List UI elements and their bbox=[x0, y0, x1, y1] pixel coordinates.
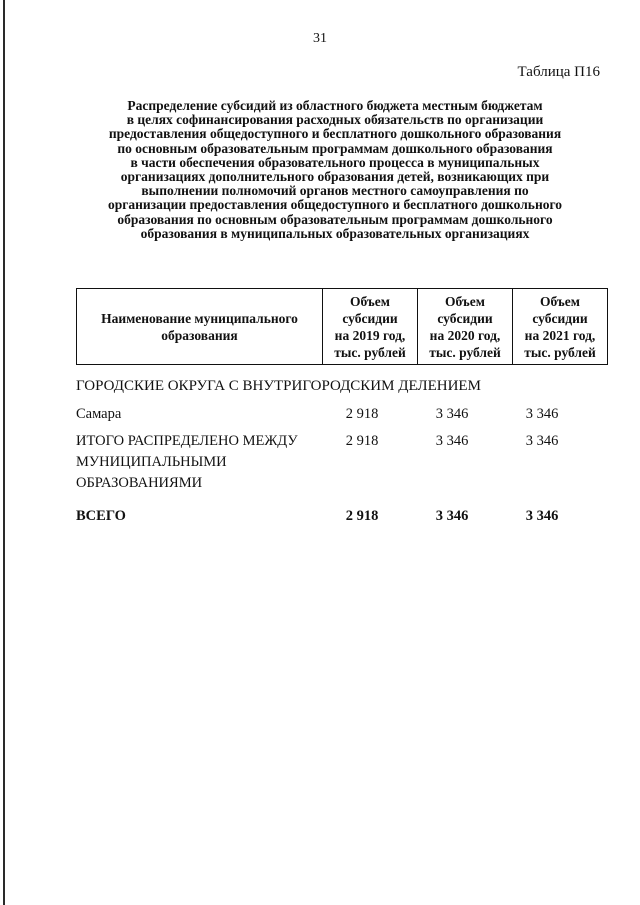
title-line: организациях дополнительного образования детей, возникающих при bbox=[120, 169, 550, 185]
value-2020: 3 346 bbox=[435, 406, 469, 422]
value-2021: 3 346 bbox=[525, 433, 559, 449]
title-line: организации предоставления общедоступного и бесплатного дошкольного bbox=[107, 197, 563, 213]
table-header bbox=[76, 288, 608, 365]
table-label: Таблица П16 bbox=[517, 64, 600, 80]
value-2019: 2 918 bbox=[345, 508, 379, 524]
header-municipality: Наименование муниципального образования bbox=[77, 289, 323, 365]
title-line: Распределение субсидий из областного бюджета местным бюджетам bbox=[127, 98, 543, 113]
title-line: предоставления общедоступного и бесплатного дошкольного образования bbox=[108, 126, 562, 142]
title-line: по основным образовательным программам дошкольного образования bbox=[117, 140, 553, 156]
title-line: в целях софинансирования расходных обязательств по организации bbox=[126, 112, 544, 128]
title-line: в части обеспечения образовательного процесса в муниципальных bbox=[130, 154, 540, 170]
section-heading: ГОРОДСКИЕ ОКРУГА С ВНУТРИГОРОДСКИМ ДЕЛЕНИЕМ bbox=[76, 378, 481, 394]
page-edge-line bbox=[3, 0, 5, 905]
header-2019: Объем субсидии на 2019 год, тыс. рублей bbox=[323, 289, 418, 365]
row-name: ИТОГО РАСПРЕДЕЛЕНО МЕЖДУ МУНИЦИПАЛЬНЫМИ ОБРАЗОВАНИЯМИ bbox=[76, 433, 298, 491]
page-number: 31 bbox=[313, 31, 327, 46]
row-name: ВСЕГО bbox=[76, 508, 126, 524]
value-2020: 3 346 bbox=[435, 433, 469, 449]
value-2021: 3 346 bbox=[525, 406, 559, 422]
table-header-row bbox=[77, 289, 608, 365]
value-2021: 3 346 bbox=[525, 508, 559, 524]
value-2019: 2 918 bbox=[345, 433, 379, 449]
title-line: образования по основным образовательным программам дошкольного bbox=[117, 211, 553, 227]
document-title bbox=[70, 99, 600, 241]
header-2020: Объем субсидии на 2020 год, тыс. рублей bbox=[418, 289, 513, 365]
row-name: Самара bbox=[76, 406, 122, 422]
title-line: выполнении полномочий органов местного самоуправления по bbox=[141, 183, 529, 199]
title-line: образования в муниципальных образовательных организациях bbox=[140, 225, 530, 241]
value-2020: 3 346 bbox=[435, 508, 469, 524]
value-2019: 2 918 bbox=[345, 406, 379, 422]
header-2021: Объем субсидии на 2021 год, тыс. рублей bbox=[513, 289, 608, 365]
